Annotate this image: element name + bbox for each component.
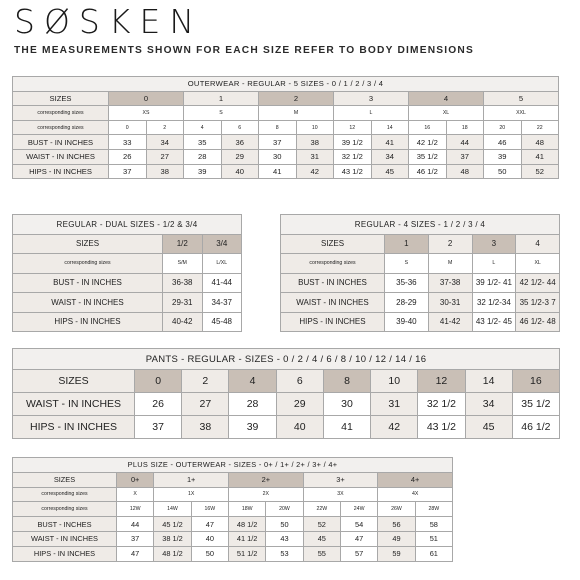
sizes-label: SIZES: [281, 234, 385, 254]
table-row: [13, 164, 559, 179]
table-row: [281, 312, 560, 332]
size-header: 16: [512, 370, 559, 393]
table-row: [13, 416, 560, 439]
row-label: HIPS - IN INCHES: [13, 312, 163, 332]
corresponding-size: 6: [221, 120, 259, 135]
size-header: 4: [229, 370, 276, 393]
corresponding-size: X: [117, 487, 154, 502]
cell: 45-48: [202, 312, 242, 332]
corresponding-sizes-label: corresponding sizes: [13, 106, 109, 121]
corresponding-size: M: [259, 106, 334, 121]
corresponding-size: 18: [446, 120, 484, 135]
corresponding-size: 0: [109, 120, 147, 135]
cell: 31: [371, 393, 418, 416]
cell: 34: [465, 393, 512, 416]
size-header: 0: [135, 370, 182, 393]
corresponding-size: 1X: [154, 487, 229, 502]
corresponding-size: L: [334, 106, 409, 121]
corresponding-size: 16: [409, 120, 447, 135]
cell: 56: [378, 517, 415, 532]
corresponding-sizes-label: corresponding sizes: [13, 120, 109, 135]
cell: 58: [415, 517, 452, 532]
corresponding-size: 24W: [340, 502, 377, 517]
table-row: [281, 293, 560, 313]
table-row: [13, 293, 242, 313]
corresponding-sizes-label: corresponding sizes: [13, 487, 117, 502]
cell: 30-31: [428, 293, 472, 313]
cell: 28: [229, 393, 276, 416]
cell: 38: [296, 135, 334, 150]
cell: 61: [415, 546, 452, 561]
cell: 50: [484, 164, 522, 179]
size-header: 6: [276, 370, 323, 393]
cell: 41: [323, 416, 370, 439]
cell: 57: [340, 546, 377, 561]
row-label: WAIST - IN INCHES: [13, 293, 163, 313]
corresponding-size: S/M: [163, 254, 203, 274]
brand-logo: SØSKEN: [14, 2, 204, 41]
cell: 41-42: [428, 312, 472, 332]
cell: 26: [135, 393, 182, 416]
cell: 34: [146, 135, 184, 150]
size-header: 4: [516, 234, 560, 254]
cell: 41: [371, 135, 409, 150]
corresponding-sizes-label: corresponding sizes: [13, 502, 117, 517]
cell: 45: [465, 416, 512, 439]
corresponding-size: 20: [484, 120, 522, 135]
cell: 40: [276, 416, 323, 439]
size-header: 2: [428, 234, 472, 254]
cell: 54: [340, 517, 377, 532]
cell: 53: [266, 546, 303, 561]
cell: 46 1/2: [409, 164, 447, 179]
corresponding-size: L: [472, 254, 516, 274]
cell: 41: [259, 164, 297, 179]
cell: 55: [303, 546, 340, 561]
cell: 41-44: [202, 273, 242, 293]
corresponding-size: 4: [184, 120, 222, 135]
cell: 43: [266, 531, 303, 546]
size-header: 5: [484, 91, 559, 106]
corresponding-size: 20W: [266, 502, 303, 517]
cell: 35 1/2: [512, 393, 559, 416]
cell: 26: [109, 149, 147, 164]
row-label: WAIST - IN INCHES: [281, 293, 385, 313]
sizes-label: SIZES: [13, 234, 163, 254]
cell: 48: [521, 135, 559, 150]
cell: 47: [117, 546, 154, 561]
cell: 37: [117, 531, 154, 546]
plus-size-table: [12, 457, 453, 562]
cell: 31: [296, 149, 334, 164]
row-label: BUST - IN INCHES: [281, 273, 385, 293]
cell: 37: [446, 149, 484, 164]
cell: 37: [259, 135, 297, 150]
cell: 36: [221, 135, 259, 150]
cell: 40: [191, 531, 228, 546]
cell: 47: [340, 531, 377, 546]
cell: 38: [146, 164, 184, 179]
cell: 34-37: [202, 293, 242, 313]
cell: 35: [184, 135, 222, 150]
size-header: 10: [371, 370, 418, 393]
table-title: OUTERWEAR - REGULAR - 5 SIZES - 0 / 1 / 2 / 3 / 4: [13, 77, 559, 92]
corresponding-size: 4X: [378, 487, 453, 502]
cell: 27: [182, 393, 229, 416]
corresponding-sizes-label: corresponding sizes: [281, 254, 385, 274]
size-header: 1: [184, 91, 259, 106]
size-header: 3+: [303, 472, 378, 487]
corresponding-size: XS: [109, 106, 184, 121]
row-label: BUST - IN INCHES: [13, 135, 109, 150]
corresponding-size: 16W: [191, 502, 228, 517]
cell: 37: [109, 164, 147, 179]
cell: 29: [221, 149, 259, 164]
corresponding-size: XL: [516, 254, 560, 274]
cell: 29-31: [163, 293, 203, 313]
cell: 43 1/2- 45: [472, 312, 516, 332]
table-row: [13, 546, 453, 561]
row-label: BUST - IN INCHES: [13, 273, 163, 293]
cell: 48 1/2: [154, 546, 191, 561]
cell: 52: [303, 517, 340, 532]
table-row: [13, 517, 453, 532]
corresponding-size: XL: [409, 106, 484, 121]
cell: 59: [378, 546, 415, 561]
cell: 41: [521, 149, 559, 164]
cell: 36-38: [163, 273, 203, 293]
corresponding-size: 3X: [303, 487, 378, 502]
cell: 35 1/2-3 7: [516, 293, 560, 313]
cell: 45: [371, 164, 409, 179]
cell: 48: [446, 164, 484, 179]
size-header: 0: [109, 91, 184, 106]
cell: 35 1/2: [409, 149, 447, 164]
outerwear-size-table: [12, 76, 559, 179]
corresponding-size: 10: [296, 120, 334, 135]
row-label: BUST - INCHES: [13, 517, 117, 532]
size-header: 0+: [117, 472, 154, 487]
table-title: PLUS SIZE - OUTERWEAR - SIZES - 0+ / 1+ / 2+ / 3+ / 4+: [13, 458, 453, 473]
cell: 37: [135, 416, 182, 439]
cell: 44: [117, 517, 154, 532]
cell: 29: [276, 393, 323, 416]
table-row: [13, 135, 559, 150]
cell: 38 1/2: [154, 531, 191, 546]
table-title: PANTS - REGULAR - SIZES - 0 / 2 / 4 / 6 / 8 / 10 / 12 / 14 / 16: [13, 349, 560, 370]
cell: 30: [259, 149, 297, 164]
corresponding-size: 14W: [154, 502, 191, 517]
row-label: HIPS - IN INCHES: [13, 416, 135, 439]
size-header: 1: [385, 234, 429, 254]
cell: 39: [229, 416, 276, 439]
cell: 50: [191, 546, 228, 561]
corresponding-size: S: [385, 254, 429, 274]
corresponding-size: 14: [371, 120, 409, 135]
corresponding-size: 28W: [415, 502, 452, 517]
cell: 42: [371, 416, 418, 439]
corresponding-size: 26W: [378, 502, 415, 517]
pants-size-table: [12, 348, 560, 439]
table-title: REGULAR - 4 SIZES - 1 / 2 / 3 / 4: [281, 215, 560, 235]
cell: 46 1/2: [512, 416, 559, 439]
cell: 42 1/2- 44: [516, 273, 560, 293]
size-header: 2: [259, 91, 334, 106]
cell: 44: [446, 135, 484, 150]
corresponding-size: 22W: [303, 502, 340, 517]
table-row: [13, 149, 559, 164]
corresponding-size: 12: [334, 120, 372, 135]
cell: 41 1/2: [228, 531, 265, 546]
cell: 42 1/2: [409, 135, 447, 150]
cell: 40: [221, 164, 259, 179]
cell: 51 1/2: [228, 546, 265, 561]
size-header: 4: [409, 91, 484, 106]
row-label: WAIST - IN INCHES: [13, 531, 117, 546]
size-header: 14: [465, 370, 512, 393]
cell: 43 1/2: [418, 416, 465, 439]
row-label: WAIST - IN INCHES: [13, 149, 109, 164]
cell: 32 1/2-34: [472, 293, 516, 313]
corresponding-size: S: [184, 106, 259, 121]
cell: 42: [296, 164, 334, 179]
cell: 38: [182, 416, 229, 439]
corresponding-size: 8: [259, 120, 297, 135]
sizes-label: SIZES: [13, 370, 135, 393]
cell: 48 1/2: [228, 517, 265, 532]
cell: 45: [303, 531, 340, 546]
page-subtitle: THE MEASUREMENTS SHOWN FOR EACH SIZE REFER TO BODY DIMENSIONS: [14, 45, 474, 56]
cell: 37-38: [428, 273, 472, 293]
size-header: 1/2: [163, 234, 203, 254]
cell: 32 1/2: [418, 393, 465, 416]
cell: 27: [146, 149, 184, 164]
size-header: 3: [334, 91, 409, 106]
table-row: [13, 393, 560, 416]
corresponding-size: 22: [521, 120, 559, 135]
sizes-label: SIZES: [13, 91, 109, 106]
size-header: 2: [182, 370, 229, 393]
row-label: HIPS - IN INCHES: [13, 164, 109, 179]
size-header: 12: [418, 370, 465, 393]
size-header: 2+: [228, 472, 303, 487]
row-label: HIPS - IN INCHES: [281, 312, 385, 332]
corresponding-sizes-label: corresponding sizes: [13, 254, 163, 274]
cell: 51: [415, 531, 452, 546]
row-label: HIPS - IN INCHES: [13, 546, 117, 561]
cell: 46: [484, 135, 522, 150]
size-header: 3/4: [202, 234, 242, 254]
corresponding-size: L/XL: [202, 254, 242, 274]
cell: 39-40: [385, 312, 429, 332]
dual-size-table: [12, 214, 242, 332]
cell: 34: [371, 149, 409, 164]
corresponding-size: M: [428, 254, 472, 274]
size-header: 4+: [378, 472, 453, 487]
cell: 28: [184, 149, 222, 164]
size-header: 1+: [154, 472, 229, 487]
cell: 39: [184, 164, 222, 179]
cell: 52: [521, 164, 559, 179]
cell: 30: [323, 393, 370, 416]
corresponding-size: 18W: [228, 502, 265, 517]
table-row: [281, 273, 560, 293]
table-title: REGULAR - DUAL SIZES - 1/2 & 3/4: [13, 215, 242, 235]
cell: 35-36: [385, 273, 429, 293]
size-header: 3: [472, 234, 516, 254]
corresponding-size: 12W: [117, 502, 154, 517]
regular-4-size-table: [280, 214, 560, 332]
table-row: [13, 531, 453, 546]
corresponding-size: XXL: [484, 106, 559, 121]
cell: 47: [191, 517, 228, 532]
corresponding-size: 2X: [228, 487, 303, 502]
cell: 39 1/2: [334, 135, 372, 150]
cell: 33: [109, 135, 147, 150]
table-row: [13, 312, 242, 332]
cell: 43 1/2: [334, 164, 372, 179]
cell: 46 1/2- 48: [516, 312, 560, 332]
cell: 40-42: [163, 312, 203, 332]
corresponding-size: 2: [146, 120, 184, 135]
sizes-label: SIZES: [13, 472, 117, 487]
row-label: WAIST - IN INCHES: [13, 393, 135, 416]
cell: 39 1/2- 41: [472, 273, 516, 293]
cell: 45 1/2: [154, 517, 191, 532]
cell: 49: [378, 531, 415, 546]
size-header: 8: [323, 370, 370, 393]
cell: 50: [266, 517, 303, 532]
cell: 28-29: [385, 293, 429, 313]
cell: 39: [484, 149, 522, 164]
table-row: [13, 273, 242, 293]
cell: 32 1/2: [334, 149, 372, 164]
